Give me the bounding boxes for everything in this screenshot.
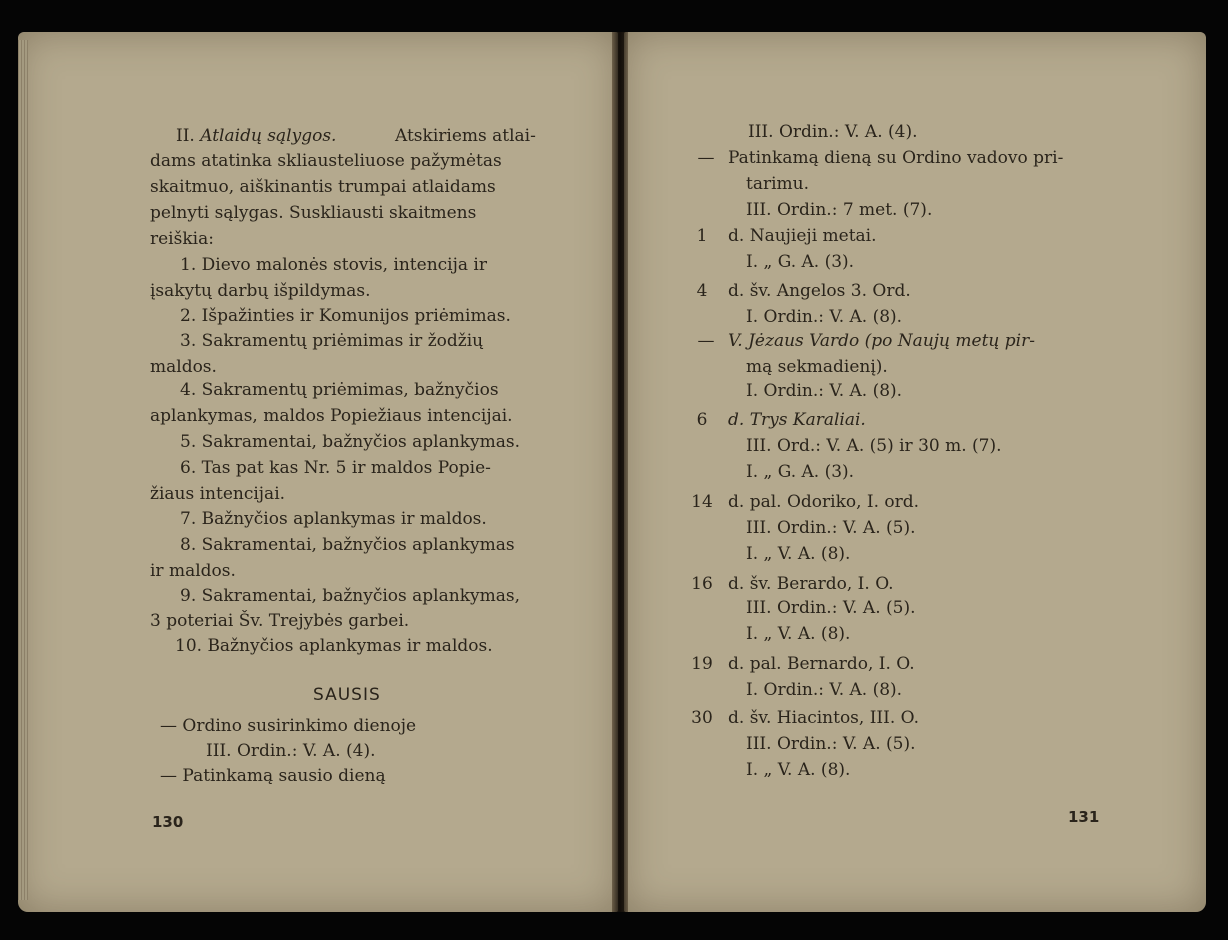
- entry-line: d. pal. Bernardo, I. O.: [728, 654, 915, 674]
- entry-day-number: 14: [691, 492, 713, 512]
- month-entry: — Patinkamą sausio dieną: [160, 766, 386, 786]
- condition-line: 9. Sakramentai, bažnyčios aplankymas,: [180, 586, 520, 606]
- condition-line: maldos.: [150, 357, 217, 377]
- condition-line: žiaus intencijai.: [150, 484, 286, 504]
- intro-line: Atskiriems atlai-: [395, 126, 536, 146]
- entry-line: Patinkamą dieną su Ordino vadovo pri-: [728, 148, 1064, 168]
- entry-line: I. „ G. A. (3).: [746, 252, 855, 272]
- entry-line: I. Ordin.: V. A. (8).: [746, 680, 903, 700]
- entry-line: III. Ordin.: V. A. (5).: [746, 518, 916, 538]
- entry-day-number: 4: [696, 281, 708, 301]
- entry-day-number: 6: [696, 410, 708, 430]
- entry-day-number: 16: [691, 574, 713, 594]
- condition-line: 2. Išpažinties ir Komunijos priėmimas.: [180, 306, 511, 326]
- section-heading-number: II.: [176, 126, 195, 146]
- intro-line: reiškia:: [150, 229, 214, 249]
- intro-line: skaitmuo, aiškinantis trumpai atlaidams: [150, 177, 496, 197]
- page-number-right: 131: [1068, 808, 1100, 826]
- entry-day-number: —: [697, 331, 715, 351]
- condition-line: 1. Dievo malonės stovis, intencija ir: [180, 255, 487, 275]
- entry-line: d. šv. Angelos 3. Ord.: [728, 281, 911, 301]
- intro-line: pelnyti sąlygas. Suskliausti skaitmens: [150, 203, 477, 223]
- month-title: SAUSIS: [313, 685, 381, 705]
- page-number-left: 130: [152, 813, 184, 831]
- entry-line: tarimu.: [746, 174, 810, 194]
- entry-line: I. „ V. A. (8).: [746, 760, 851, 780]
- entry-line: V. Jėzaus Vardo (po Naujų metų pir-: [728, 331, 1035, 351]
- entry-line: III. Ordin.: V. A. (5).: [746, 734, 916, 754]
- intro-line: dams atatinka skliausteliuose pažymėtas: [150, 151, 502, 171]
- condition-line: 8. Sakramentai, bažnyčios aplankymas: [180, 535, 515, 555]
- condition-line: 5. Sakramentai, bažnyčios aplankymas.: [180, 432, 520, 452]
- entry-line: d. pal. Odoriko, I. ord.: [728, 492, 920, 512]
- book-gutter: [612, 32, 628, 912]
- entry-line: III. Ordin.: V. A. (5).: [746, 598, 916, 618]
- entry-day-number: 19: [691, 654, 713, 674]
- entry-line: III. Ordin.: 7 met. (7).: [746, 200, 933, 220]
- page-edges: [18, 40, 28, 900]
- entry-line: d. šv. Hiacintos, III. O.: [728, 708, 920, 728]
- condition-line: aplankymas, maldos Popiežiaus intencijai.: [150, 406, 513, 426]
- condition-line: 4. Sakramentų priėmimas, bažnyčios: [180, 380, 499, 400]
- condition-line: 7. Bažnyčios aplankymas ir maldos.: [180, 509, 487, 529]
- entry-day-number: 1: [696, 226, 708, 246]
- section-heading: [176, 128, 336, 145]
- entry-day-number: —: [697, 148, 715, 168]
- condition-line: 6. Tas pat kas Nr. 5 ir maldos Popie-: [180, 458, 491, 478]
- entry-line: I. „ V. A. (8).: [746, 544, 851, 564]
- entry-line: III. Ordin.: V. A. (4).: [748, 122, 918, 142]
- entry-line: d. šv. Berardo, I. O.: [728, 574, 894, 594]
- section-heading-title: Atlaidų sąlygos.: [200, 126, 337, 146]
- condition-line: ir maldos.: [150, 561, 236, 581]
- condition-line: 3. Sakramentų priėmimas ir žodžių: [180, 331, 484, 351]
- condition-line: 10. Bažnyčios aplankymas ir maldos.: [175, 636, 493, 656]
- condition-line: 3 poteriai Šv. Trejybės garbei.: [150, 611, 410, 631]
- entry-line: III. Ord.: V. A. (5) ir 30 m. (7).: [746, 436, 1002, 456]
- entry-line: I. „ G. A. (3).: [746, 462, 855, 482]
- entry-line: I. „ V. A. (8).: [746, 624, 851, 644]
- entry-line: I. Ordin.: V. A. (8).: [746, 307, 903, 327]
- entry-day-number: 30: [691, 708, 713, 728]
- entry-line: d. Trys Karaliai.: [728, 410, 866, 430]
- entry-line: mą sekmadienį).: [746, 357, 888, 377]
- entry-line: d. Naujieji metai.: [728, 226, 877, 246]
- month-entry: — Ordino susirinkimo dienoje: [160, 716, 417, 736]
- condition-line: įsakytų darbų išpildymas.: [150, 281, 371, 301]
- entry-line: I. Ordin.: V. A. (8).: [746, 381, 903, 401]
- month-entry: III. Ordin.: V. A. (4).: [206, 741, 376, 761]
